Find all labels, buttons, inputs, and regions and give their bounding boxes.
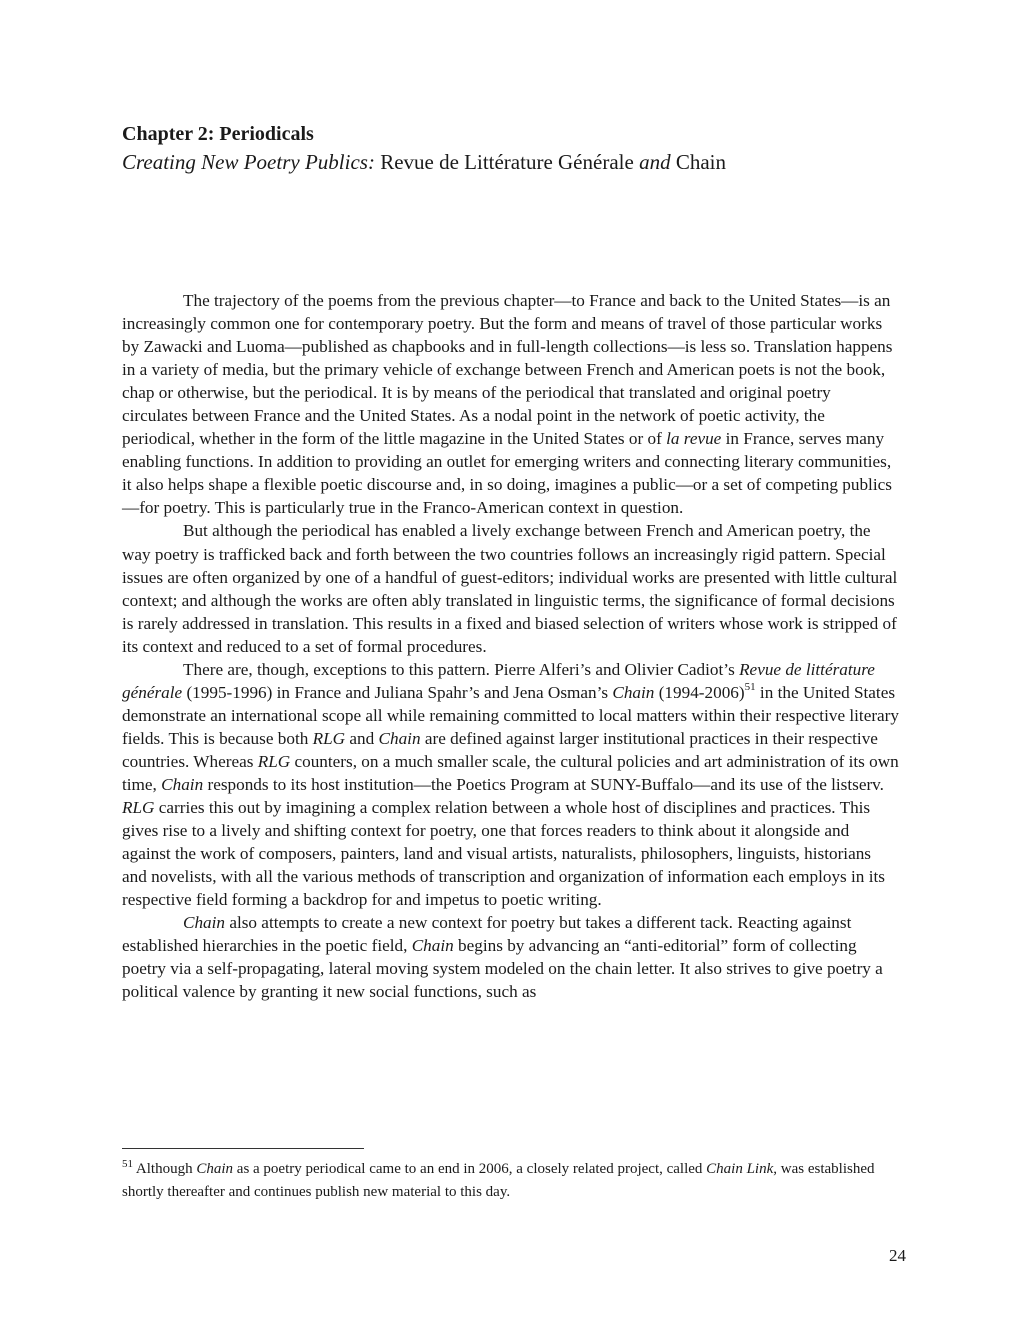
paragraph-4: Chain also attempts to create a new context for poetry but takes a different tack. Reacting against established hierarchies in the poetic field, Chain begins by advancing an “anti-editorial” form of collecting poetry via a self-propagating, lateral moving system modeled on the chain letter. It also strives to give poetry a political valence by granting it new social functions, such as [122, 913, 883, 1002]
subtitle-journal-2: Chain [670, 150, 726, 174]
chapter-title: Chapter 2: Periodicals [122, 123, 314, 145]
footnote: $^{51}$ Although Chain as a poetry periodical came to an end in 2006, a closely related project, called Chain Link, was established shortly thereafter and continues publish new material to this day. [122, 1158, 875, 1200]
subtitle-journal-1: Revue de Littérature Générale [374, 150, 640, 174]
footnote-number: 51 [122, 1158, 133, 1170]
paragraph-2: But although the periodical has enabled a lively exchange between French and American poetry, the way poetry is trafficked back and forth between the two countries follows an increasingly rigid pattern. Special issues are often organized by one of a handful of guest-editors; individual works are presented with little cultural context; and although the works are often ably translated in linguistic terms, the significance of formal decisions is rarely addressed in translation. This results in a fixed and biased selection of writers whose work is stripped of its context and reduced to a set of formal procedures. [122, 521, 898, 656]
body-text [122, 289, 900, 1003]
footnote-reference[interactable]: 51 [744, 680, 756, 693]
subtitle-conjunction: and [639, 150, 671, 174]
paragraph-1: The trajectory of the poems from the previous chapter—to France and back to the United States—is an increasingly common one for contemporary poetry. But the form and means of travel of those particular works by Zawacki and Luoma—published as chapbooks and in full-length collections—is less so. Translation happens in a variety of media, but the primary vehicle of exchange between French and American poets is not the book, chap or otherwise, but the periodical. It is by means of the periodical that translated and original poetry circulates between France and the United States. As a nodal point in the network of poetic activity, the periodical, whether in the form of the little magazine in the United States or of la revue in France, serves many enabling functions. In addition to providing an outlet for emerging writers and connecting literary communities, it also helps shape a flexible poetic discourse and, in so doing, imagines a public—or a set of competing publics—for poetry. This is particularly true in the Franco-American context in question. [122, 291, 893, 518]
footnote-divider [122, 1148, 364, 1149]
subtitle-italic-part: Creating New Poetry Publics: [122, 150, 375, 174]
paragraph-3: There are, though, exceptions to this pattern. Pierre Alferi’s and Olivier Cadiot’s Revue de littérature générale (1995-1996) in France and Juliana Spahr’s and Jena Osman’s Chain (1994-2006)$^{51}$ in the United States demonstrate an international scope all while remaining committed to local matters within their respective literary fields. This is because both RLG and Chain are defined against larger institutional practices in their respective countries. Whereas RLG counters, on a much smaller scale, the cultural policies and art administration of its own time, Chain responds to its host institution—the Poetics Program at SUNY-Buffalo—and its use of the listserv. RLG carries this out by imagining a complex relation between a whole host of disciplines and practices. This gives rise to a lively and shifting context for poetry, one that forces readers to think about it alongside and against the work of composers, painters, land and visual artists, naturalists, philosophers, linguists, historians and novelists, with all the various methods of transcription and organization of information each employs in its respective field forming a backdrop for and impetus to poetic writing. [122, 659, 899, 910]
chapter-subtitle [122, 149, 726, 175]
page-number: 24 [889, 1246, 906, 1265]
